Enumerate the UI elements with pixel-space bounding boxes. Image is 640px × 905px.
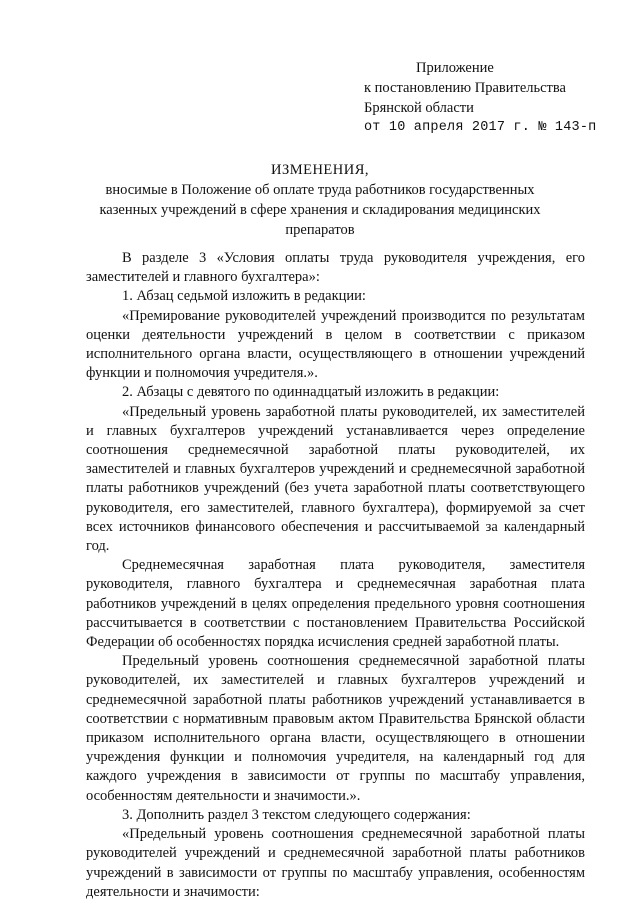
appendix-region: Брянской области <box>364 100 474 116</box>
paragraph-quote-1: «Премирование руководителей учреждений производится по результатам оценки деятельности учреждений в целом в соответствии с приказом исполнительного органа власти, осуществляющего в отношении учреждений функции и полномочия учредителя.». <box>86 307 585 382</box>
appendix-stamp <box>364 58 596 138</box>
document-heading: ИЗМЕНЕНИЯ, <box>270 162 370 178</box>
paragraph-quote-4: Предельный уровень соотношения среднемесячной заработной платы руководителей, их заместителей и главных бухгалтеров учреждений и среднемесячной заработной платы работников учреждений устанавливается в соответствии с нормативным правовым актом Правительства Брянской области приказом исполнительного органа власти, осуществляющего в отношении учреждения функции и полномочия учредителя, на календарный год для каждого учреждения в зависимости от группы по масштабу управления, особенностям деятельности и значимости.». <box>86 653 585 804</box>
paragraph-quote-5: «Предельный уровень соотношения среднемесячной заработной платы руководителей учреждений и среднемесячной заработной платы работников учреждений в зависимости от группы по масштабу управления, особенностям деятельности и значимости: <box>86 826 585 900</box>
paragraph-quote-2: «Предельный уровень заработной платы руководителей, их заместителей и главных бухгалтеров учреждений устанавливается через определение соотношения среднемесячной заработной платы руководителей, их заместителей и главных бухгалтеров учреждений и среднемесячной заработной платы работников учреждений (без учета заработной платы соответствующего руководителя, его заместителей, главного бухгалтера), формируемой за счет всех источников финансового обеспечения и рассчитываемой за календарный год. <box>86 403 585 555</box>
appendix-label: Приложение <box>416 60 494 76</box>
paragraph-quote-3: Среднемесячная заработная плата руководителя, заместителя руководителя, главного бухгалтера и среднемесячная заработная плата работников учреждений в целях определения предельного уровня соотношения рассчитывается в соответствии с постановлением Правительства Российской Федерации об особенностях порядка исчисления средней заработной платы. <box>86 557 585 651</box>
paragraph-item-3: 3. Дополнить раздел 3 текстом следующего содержания: <box>122 806 471 823</box>
paragraph-intro: В разделе 3 «Условия оплаты труда руководителя учреждения, его заместителей и главного бухгалтера»: <box>86 250 585 286</box>
appendix-decree-ref: к постановлению Правительства <box>364 80 566 96</box>
document-body <box>86 249 585 902</box>
document-subtitle: вносимые в Положение об оплате труда работников государственных казенных учреждений в сфере хранения и складирования медицинских препаратов <box>99 182 541 238</box>
document-title-block <box>80 160 560 240</box>
paragraph-item-1: 1. Абзац седьмой изложить в редакции: <box>122 288 366 305</box>
appendix-date-number: от 10 апреля 2017 г. № 143-п <box>364 120 597 135</box>
paragraph-item-2: 2. Абзацы с девятого по одиннадцатый изложить в редакции: <box>122 384 500 401</box>
